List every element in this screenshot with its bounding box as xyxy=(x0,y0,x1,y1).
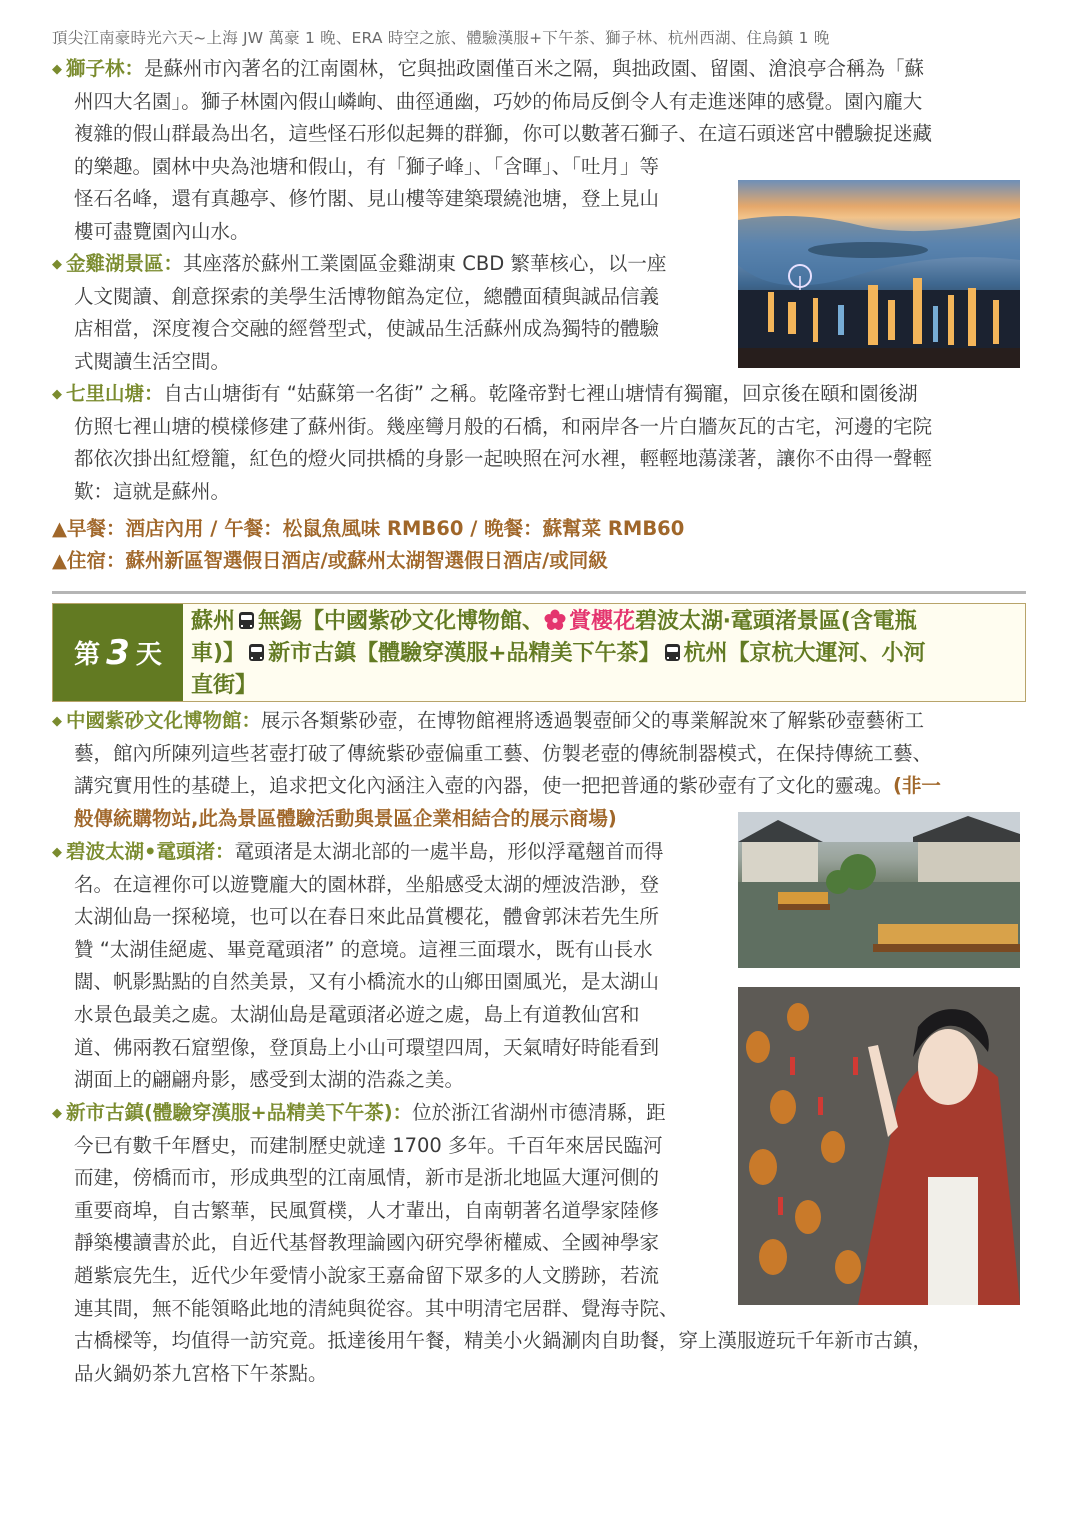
shantang-paragraph xyxy=(52,378,932,508)
yuantouzhu-text: 湖面上的翩翩舟影，感受到太湖的浩淼之美。 xyxy=(74,1068,465,1092)
xinshi-text: 而建，傍橋而市，形成典型的江南風情，新市是浙北地區大運河側的 xyxy=(74,1166,660,1190)
diamond-bullet-icon: ◆ xyxy=(52,1106,62,1121)
page-header: 頂尖江南豪時光六天~上海 JW 萬豪 1 晚、ERA 時空之旅、體驗漢服+下午茶、獅子林、杭州西湖、住烏鎮 1 晚 xyxy=(52,29,830,47)
xinshi-text: 重要商埠，自古繁華，民風質樸，人才輩出，自南朝著名道學家陸修 xyxy=(74,1198,660,1222)
yuantouzhu-text: 道、佛兩教石窟塑像，登頂島上小山可環望四周，天氣晴好時能看到 xyxy=(74,1035,660,1059)
zisha-museum-text: 講究實用性的基礎上，追求把文化內涵注入壺的內器，使一把把普通的紫砂壺有了文化的靈魂。 xyxy=(74,774,894,798)
xinshi-text: 今已有數千年曆史，而建制歷史就達 1700 多年。千百年來居民臨河 xyxy=(74,1133,663,1157)
yuantouzhu-text: 闊、帆影點點的自然美景，又有小橋流水的山鄉田園風光，是太湖山 xyxy=(74,970,660,994)
section-divider xyxy=(52,591,1026,594)
lion-grove-text: 的樂趣。園林中央為池塘和假山，有「獅子峰」、「含暉」、「吐月」等 xyxy=(74,154,660,178)
day-label: 第 3 天 xyxy=(53,604,183,701)
day-3-header xyxy=(52,603,1026,702)
shantang-text: 自古山塘街有 “姑蘇第一名街” 之稱。乾隆帝對七裡山塘情有獨寵，回京後在頤和園後湖 xyxy=(163,382,918,405)
zisha-museum-text: 藝，館內所陳列這些茗壺打破了傳統紫砂壺偏重工藝、仿製老壺的傳統制器模式，在保持傳統工藝、 xyxy=(74,741,933,765)
shantang-text: 都依次掛出紅燈籠，紅色的燈火同拱橋的身影一起映照在河水裡，輕輕地蕩漾著，讓你不由得一聲輕 xyxy=(74,447,933,471)
shopping-note: (非一 xyxy=(893,774,941,798)
bus-icon xyxy=(239,612,254,629)
yuantouzhu-paragraph xyxy=(52,836,663,1097)
zisha-museum-text: 展示各類紫砂壺，在博物館裡將透過製壺師父的專業解說來了解紫砂壺藝術工 xyxy=(261,709,925,732)
water-town-canal-photo xyxy=(738,812,1020,968)
shopping-note: 般傳統購物站,此為景區體驗活動與景區企業相結合的展示商場) xyxy=(74,806,617,830)
yuantouzhu-text: 太湖仙島一探秘境，也可以在春日來此品賞櫻花，體會郭沫若先生所 xyxy=(74,905,660,929)
xinshi-text: 品火鍋奶茶九宮格下午茶點。 xyxy=(74,1361,328,1385)
diamond-bullet-icon: ◆ xyxy=(52,387,62,402)
jinji-lake-text: 店相當，深度複合交融的經營型式，使誠品生活蘇州成為獨特的體驗 xyxy=(74,317,660,341)
xinshi-text: 位於浙江省湖州市德清縣，距 xyxy=(412,1101,666,1124)
yuantouzhu-heading: 碧波太湖•鼋頭渚： xyxy=(66,840,235,863)
yuantouzhu-text: 鼋頭渚是太湖北部的一處半島，形似浮鼋翹首而得 xyxy=(234,840,664,863)
shantang-heading: 七里山塘： xyxy=(66,382,164,405)
lion-grove-heading: 獅子林： xyxy=(66,57,145,80)
diamond-bullet-icon: ◆ xyxy=(52,257,62,272)
jinji-lake-paragraph xyxy=(52,248,666,378)
lion-grove-text: 複雜的假山群最為出名，這些怪石形似起舞的群獅，你可以數著石獅子、在這石頭迷宮中體驗捉迷藏 xyxy=(74,122,933,146)
diamond-bullet-icon: ◆ xyxy=(52,714,62,729)
bus-icon xyxy=(249,644,264,661)
diamond-bullet-icon: ◆ xyxy=(52,845,62,860)
xinshi-text: 古橋樑等，均值得一訪究竟。抵達後用午餐，精美小火鍋涮肉自助餐，穿上漢服遊玩千年新市古鎮， xyxy=(74,1329,933,1353)
meals-info: ▲早餐：酒店內用 / 午餐：松鼠魚風味 RMB60 / 晚餐：蘇幫菜 RMB60 xyxy=(52,517,685,540)
shantang-text: 歎：這就是蘇州。 xyxy=(74,479,231,503)
jinji-lake-text: 人文閱讀、創意探索的美學生活博物館為定位，總體面積與誠品信義 xyxy=(74,284,660,308)
xinshi-text: 連其間，無不能領略此地的清純與從容。其中明清宅居群、覺海寺院、 xyxy=(74,1296,679,1320)
yuantouzhu-text: 贊 “太湖佳絕處、畢竟鼋頭渚” 的意境。這裡三面環水，既有山長水 xyxy=(74,937,653,961)
hanfu-woman-photo xyxy=(738,987,1020,1305)
yuantouzhu-text: 水景色最美之處。太湖仙島是鼋頭渚必遊之處，島上有道教仙宮和 xyxy=(74,1002,640,1026)
yuantouzhu-text: 名。在這裡你可以遊覽龐大的園林群，坐船感受太湖的煙波浩渺，登 xyxy=(74,872,660,896)
xinshi-text: 靜築樓讀書於此，自近代基督教理論國內研究學術權威、全國神學家 xyxy=(74,1231,660,1255)
shantang-text: 仿照七裡山塘的模樣修建了蘇州街。幾座彎月般的石橋，和兩岸各一片白牆灰瓦的古宅，河邊的宅院 xyxy=(74,414,933,438)
jinji-lake-night-photo xyxy=(738,180,1020,368)
cherry-blossom-icon xyxy=(544,609,566,631)
lion-grove-text: 州四大名園」。獅子林園內假山嶙峋、曲徑通幽，巧妙的佈局反倒令人有走進迷陣的感覺。園內龐大 xyxy=(74,89,923,113)
jinji-lake-text: 其座落於蘇州工業園區金雞湖東 CBD 繁華核心，以一座 xyxy=(183,252,667,275)
diamond-bullet-icon: ◆ xyxy=(52,62,62,77)
lion-grove-text: 是蘇州市內著名的江南園林，它與拙政園僅百米之隔，與拙政園、留園、滄浪亭合稱為「蘇 xyxy=(144,57,925,80)
day-3-route: 蘇州 無錫【中國紫砂文化博物館、 賞櫻花碧波太湖‧鼋頭渚景區(含電瓶 車)】 新市古鎮【體驗穿漢服+品精美下午茶】 杭州【京杭大運河、小河 直街】 xyxy=(191,609,926,698)
hotel-info: ▲住宿：蘇州新區智選假日酒店/或蘇州太湖智選假日酒店/或同級 xyxy=(52,549,608,572)
lion-grove-text: 怪石名峰，還有真趣亭、修竹閣、見山樓等建築環繞池塘，登上見山 xyxy=(74,187,660,211)
bus-icon xyxy=(665,644,680,661)
zisha-museum-heading: 中國紫砂文化博物館： xyxy=(66,709,262,732)
xinshi-heading: 新市古鎮(體驗穿漢服+品精美下午茶)： xyxy=(66,1101,413,1124)
jinji-lake-heading: 金雞湖景區： xyxy=(66,252,184,275)
day-number: 3 xyxy=(106,632,130,673)
xinshi-text: 趙紫宸先生，近代少年愛情小說家王嘉侖留下眾多的人文勝跡，若流 xyxy=(74,1263,660,1287)
lion-grove-text: 樓可盡覽園內山水。 xyxy=(74,219,250,243)
jinji-lake-text: 式閱讀生活空間。 xyxy=(74,349,231,373)
